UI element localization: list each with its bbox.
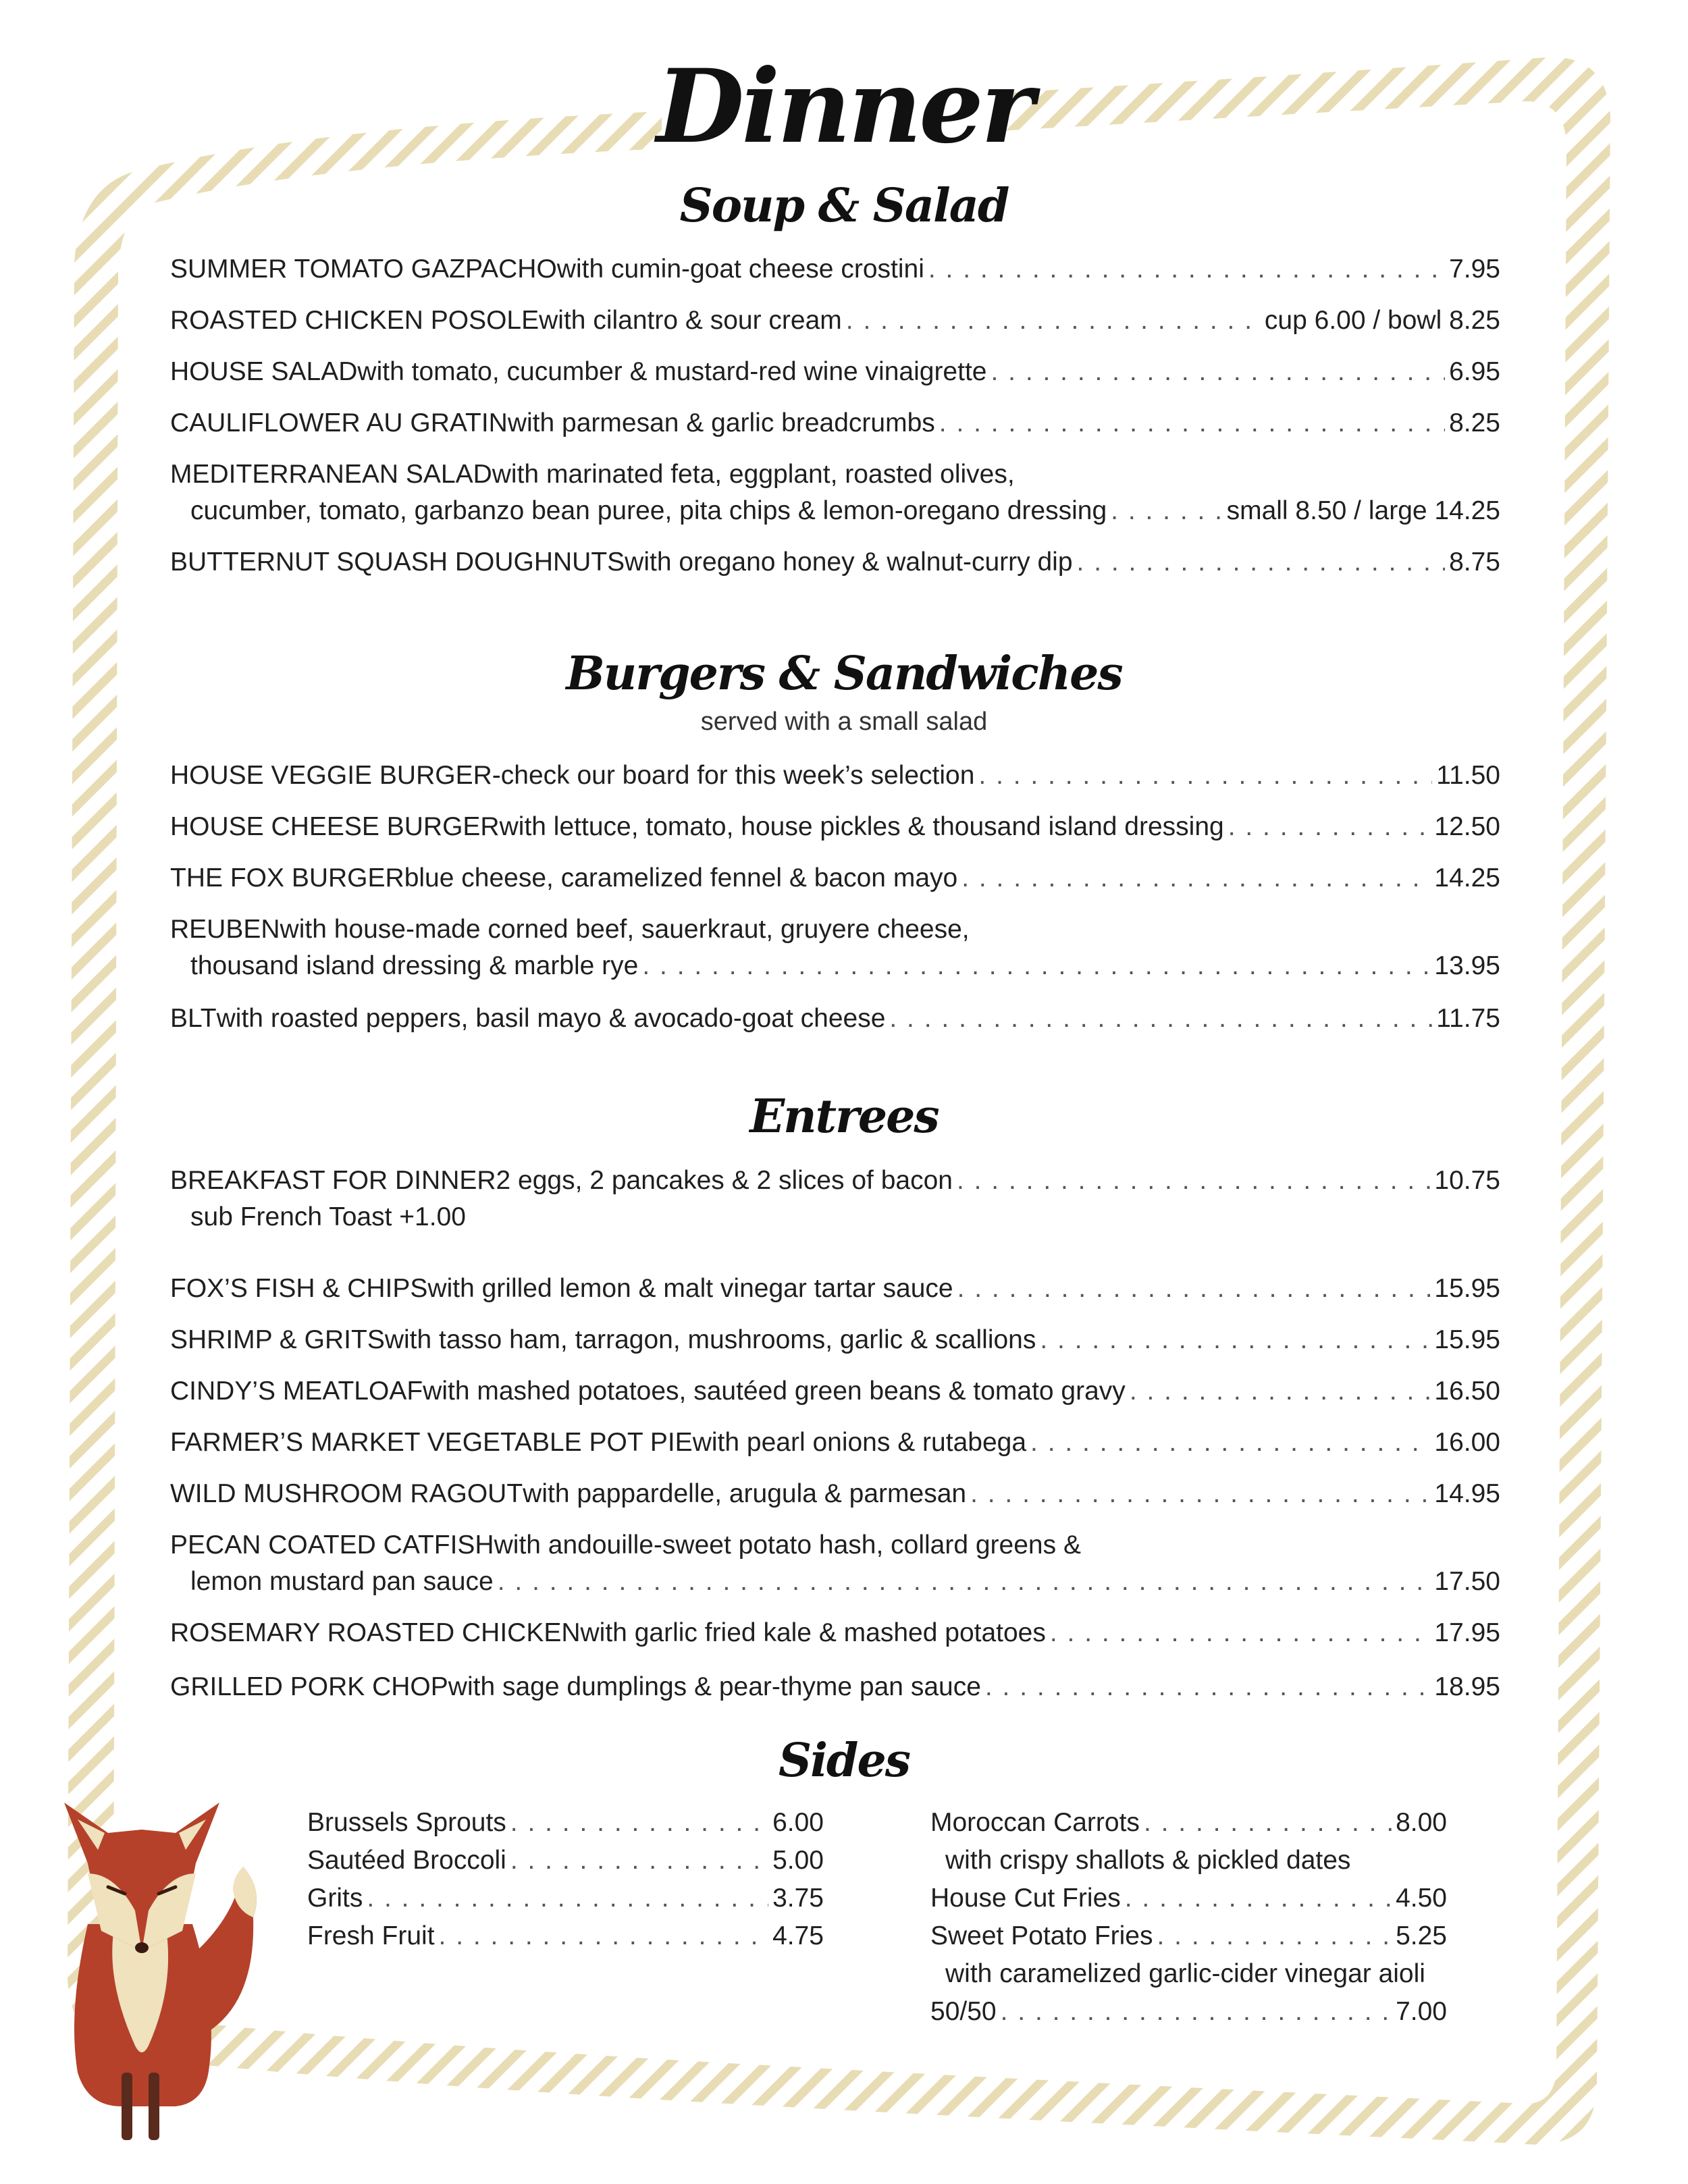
item-name: THE FOX BURGER: [170, 863, 404, 893]
page-title: Dinner: [656, 47, 1032, 166]
item-desc: with marinated feta, eggplant, roasted olives,: [492, 460, 1015, 489]
item-desc: blue cheese, caramelized fennel & bacon mayo: [404, 863, 958, 893]
side-item: House Cut Fries . . . 4.50: [930, 1880, 1447, 1917]
item-price: 16.50: [1434, 1377, 1500, 1406]
menu-item: [170, 860, 1500, 897]
sides-right-column: [930, 1804, 1447, 2031]
fox-illustration: [41, 1755, 270, 2147]
side-item: Moroccan Carrots . . . 8.00: [930, 1804, 1447, 1842]
item-name: MEDITERRANEAN SALAD: [170, 460, 492, 489]
side-item-note: with caramelized garlic-cider vinegar aioli: [945, 1959, 1425, 1988]
item-desc-continued: lemon mustard pan sauce: [190, 1567, 494, 1596]
menu-item: [170, 1615, 1500, 1651]
item-price: 17.95: [1434, 1618, 1500, 1647]
item-price: 6.95: [1449, 357, 1500, 386]
item-price: 16.00: [1434, 1428, 1500, 1457]
item-name: CINDY’S MEATLOAF: [170, 1377, 423, 1406]
item-name: FOX’S FISH & CHIPS: [170, 1274, 428, 1303]
side-item: Sweet Potato Fries . . . 5.25: [930, 1917, 1447, 1955]
section-heading-entrees: Entrees: [749, 1090, 939, 1144]
item-desc: with tomato, cucumber & mustard-red wine vinaigrette: [357, 357, 987, 386]
menu-item: [170, 809, 1500, 845]
menu-item: [170, 1476, 1500, 1512]
item-desc: with andouille-sweet potato hash, collard greens &: [494, 1530, 1081, 1560]
item-name: WILD MUSHROOM RAGOUT: [170, 1479, 523, 1508]
menu-item: [170, 1424, 1500, 1461]
item-name: SUMMER TOMATO GAZPACHO: [170, 255, 557, 284]
item-name: BREAKFAST FOR DINNER: [170, 1166, 496, 1195]
item-price: 10.75: [1434, 1166, 1500, 1195]
menu-item: [170, 405, 1500, 442]
menu-item: [170, 251, 1500, 288]
item-price: 13.95: [1434, 951, 1500, 980]
item-price: small 8.50 / large 14.25: [1226, 496, 1500, 525]
item-name: CAULIFLOWER AU GRATIN: [170, 408, 508, 437]
menu-item: [170, 1373, 1500, 1410]
item-name: ROSEMARY ROASTED CHICKEN: [170, 1618, 581, 1647]
item-name: REUBEN: [170, 915, 280, 944]
item-price: 12.50: [1434, 812, 1500, 841]
menu-item: [170, 911, 1500, 984]
menu-item: [170, 302, 1500, 339]
item-price: 7.95: [1449, 255, 1500, 284]
item-name: BUTTERNUT SQUASH DOUGHNUTS: [170, 548, 625, 577]
item-price: 11.50: [1436, 761, 1500, 790]
item-price: 8.25: [1449, 408, 1500, 437]
side-item: Fresh Fruit . . . 4.75: [307, 1917, 824, 1955]
item-price: 14.95: [1434, 1479, 1500, 1508]
item-desc: with roasted peppers, basil mayo & avocado-goat cheese: [216, 1004, 886, 1033]
item-name: ROASTED CHICKEN POSOLE: [170, 306, 539, 335]
item-desc: with mashed potatoes, sautéed green beans & tomato gravy: [423, 1377, 1126, 1406]
side-item: Grits . . . 3.75: [307, 1880, 824, 1917]
menu-item: [170, 1163, 1500, 1235]
item-desc: 2 eggs, 2 pancakes & 2 slices of bacon: [496, 1166, 953, 1195]
item-name: GRILLED PORK CHOP: [170, 1672, 448, 1701]
item-desc: with oregano honey & walnut-curry dip: [625, 548, 1073, 577]
item-price: 18.95: [1434, 1672, 1500, 1701]
item-price: cup 6.00 / bowl 8.25: [1264, 306, 1500, 335]
side-item: Sautéed Broccoli . . . 5.00: [307, 1842, 824, 1880]
item-name: FARMER’S MARKET VEGETABLE POT PIE: [170, 1428, 693, 1457]
item-desc-continued: thousand island dressing & marble rye: [190, 951, 639, 980]
item-desc: with garlic fried kale & mashed potatoes: [580, 1618, 1046, 1647]
menu-item: [170, 354, 1500, 390]
item-price: 17.50: [1434, 1567, 1500, 1596]
menu-item: [170, 1669, 1500, 1705]
sides-left-column: [307, 1804, 824, 1955]
item-price: 14.25: [1434, 863, 1500, 893]
menu-item: [170, 456, 1500, 529]
menu-item: [170, 1271, 1500, 1307]
menu-item: [170, 757, 1500, 794]
side-item-note: with crispy shallots & pickled dates: [945, 1846, 1351, 1875]
menu-item: [170, 1001, 1500, 1037]
item-desc: with lettuce, tomato, house pickles & thousand island dressing: [499, 812, 1224, 841]
item-desc: with house-made corned beef, sauerkraut, gruyere cheese,: [280, 915, 970, 944]
item-desc: -check our board for this week’s selection: [492, 761, 975, 790]
item-price: 11.75: [1436, 1004, 1500, 1033]
section-heading-sides: Sides: [778, 1734, 910, 1788]
item-desc: with cumin-goat cheese crostini: [556, 255, 924, 284]
item-desc: with grilled lemon & malt vinegar tartar sauce: [427, 1274, 953, 1303]
item-desc: with pearl onions & rutabega: [692, 1428, 1027, 1457]
menu-item: [170, 544, 1500, 581]
item-desc: with cilantro & sour cream: [539, 306, 842, 335]
item-price: 15.95: [1434, 1325, 1500, 1354]
item-name: PECAN COATED CATFISH: [170, 1530, 494, 1560]
item-name: HOUSE CHEESE BURGER: [170, 812, 500, 841]
section-heading-burgers: Burgers & Sandwiches: [566, 647, 1122, 701]
item-name: BLT: [170, 1004, 217, 1033]
item-name: SHRIMP & GRITS: [170, 1325, 385, 1354]
side-item: Brussels Sprouts . . . 6.00: [307, 1804, 824, 1842]
section-heading-soup-salad: Soup & Salad: [679, 179, 1009, 233]
item-desc-continued: cucumber, tomato, garbanzo bean puree, pita chips & lemon-oregano dressing: [190, 496, 1107, 525]
item-desc: with sage dumplings & pear-thyme pan sauce: [448, 1672, 981, 1701]
item-price: 15.95: [1434, 1274, 1500, 1303]
menu-item: [170, 1322, 1500, 1358]
section-note: served with a small salad: [700, 708, 988, 736]
side-item: 50/50 . . . 7.00: [930, 1993, 1447, 2031]
item-desc: with tasso ham, tarragon, mushrooms, garlic & scallions: [384, 1325, 1036, 1354]
item-name: HOUSE SALAD: [170, 357, 358, 386]
item-name: HOUSE VEGGIE BURGER: [170, 761, 492, 790]
item-desc: with parmesan & garlic breadcrumbs: [507, 408, 935, 437]
item-price: 8.75: [1449, 548, 1500, 577]
item-desc: with pappardelle, arugula & parmesan: [523, 1479, 967, 1508]
item-note: sub French Toast +1.00: [190, 1202, 466, 1231]
menu-item: [170, 1527, 1500, 1600]
